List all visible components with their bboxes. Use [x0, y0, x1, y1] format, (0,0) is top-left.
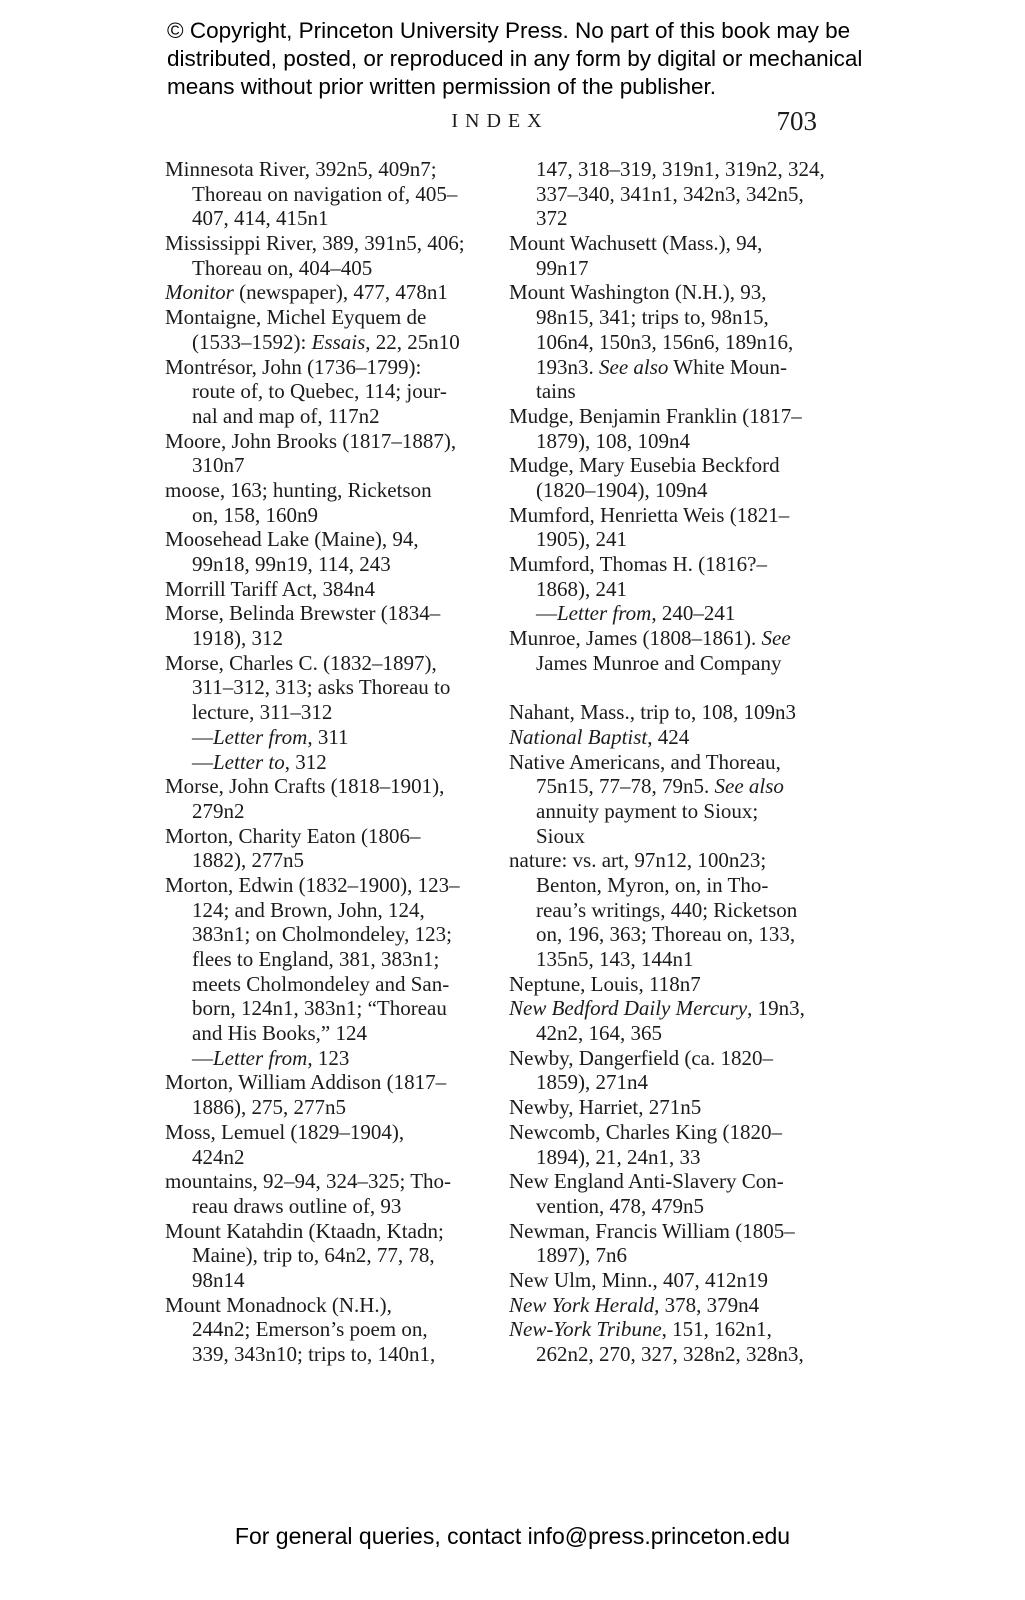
index-title: INDEX: [451, 110, 549, 132]
index-line-text: Mount Washington (N.H.), 93,: [509, 280, 767, 305]
index-line: [509, 947, 854, 972]
index-line: [165, 552, 510, 577]
index-line: [165, 1070, 510, 1095]
index-line-text: Neptune, Louis, 118n7: [509, 971, 701, 996]
index-line: [509, 1046, 854, 1071]
index-line: [509, 651, 854, 676]
copyright-notice: [167, 17, 867, 101]
index-line: [165, 527, 510, 552]
index-line-text: 1918), 312: [192, 626, 283, 651]
index-line-text: 1859), 271n4: [536, 1070, 648, 1095]
index-line-text: Mount Monadnock (N.H.),: [165, 1292, 392, 1317]
index-line: [509, 1145, 854, 1170]
index-line-text: mountains, 92–94, 324–325; Tho-: [165, 1169, 452, 1194]
index-line-text: 99n18, 99n19, 114, 243: [192, 552, 391, 576]
index-line: [165, 1194, 510, 1219]
index-line-text: 424n2: [192, 1144, 245, 1169]
index-line-text: 124; and Brown, John, 124,: [192, 897, 425, 922]
index-line: [165, 1243, 510, 1268]
index-line-text: —: [192, 749, 213, 774]
index-line: [509, 848, 854, 873]
index-line: [165, 1293, 510, 1318]
index-line-text: Newby, Dangerfield (ca. 1820–: [509, 1045, 773, 1070]
index-line: [165, 873, 510, 898]
index-line: [509, 453, 854, 478]
index-line-text: 106n4, 150n3, 156n6, 189n16,: [536, 329, 794, 354]
index-line-text: —: [192, 724, 213, 749]
index-line-text: Sioux: [536, 823, 586, 848]
index-line-text: , 123: [307, 1045, 350, 1070]
index-line: [509, 799, 854, 824]
index-line-text: annuity payment to Sioux;: [536, 798, 759, 823]
index-line-text: Minnesota River, 392n5, 409n7;: [165, 157, 437, 181]
index-line-text: Mumford, Henrietta Weis (1821–: [509, 502, 790, 527]
index-line: [165, 429, 510, 454]
index-line-italic-text: Letter from: [213, 1045, 308, 1070]
index-line-text: 1894), 21, 24n1, 33: [536, 1144, 701, 1169]
index-line: [165, 996, 510, 1021]
index-line-text: 75n15, 77–78, 79n5.: [536, 774, 715, 799]
index-line: [509, 922, 854, 947]
index-line: [165, 1219, 510, 1244]
index-line-text: on, 196, 363; Thoreau on, 133,: [536, 922, 796, 947]
index-line: [165, 182, 510, 207]
index-line-text: Thoreau on, 404–405: [192, 255, 373, 280]
copyright-line: distributed, posted, or reproduced in any form by digital or mechanical: [167, 46, 863, 71]
index-line-text: 1868), 241: [536, 576, 627, 601]
index-line: [165, 256, 510, 281]
index-line-italic-text: Letter to: [213, 749, 285, 774]
index-line-text: Morse, Belinda Brewster (1834–: [165, 601, 441, 626]
index-line-text: moose, 163; hunting, Ricketson: [165, 477, 432, 502]
index-line: [165, 799, 510, 824]
index-line-text: Mississippi River, 389, 391n5, 406;: [165, 231, 465, 256]
index-line-text: born, 124n1, 383n1; “Thoreau: [192, 996, 447, 1021]
index-line-text: Moosehead Lake (Maine), 94,: [165, 527, 419, 552]
index-line: [509, 1317, 854, 1342]
index-line-text: Morton, William Addison (1817–: [165, 1070, 447, 1095]
index-line-text: 1886), 275, 277n5: [192, 1095, 346, 1120]
index-line: [165, 1169, 510, 1194]
index-line-text: 1897), 7n6: [536, 1243, 627, 1268]
index-line: [165, 700, 510, 725]
index-line-text: , 312: [284, 749, 327, 774]
index-line-text: reau’s writings, 440; Ricketson: [536, 897, 798, 922]
index-line-text: (1820–1904), 109n4: [536, 477, 708, 502]
index-line-text: Thoreau on navigation of, 405–: [192, 181, 458, 206]
index-line: [165, 379, 510, 404]
index-line: [509, 873, 854, 898]
index-line-italic-text: See: [761, 626, 791, 651]
index-line-text: route of, to Quebec, 114; jour-: [192, 379, 447, 404]
index-column-left: [165, 157, 510, 1367]
index-line-text: on, 158, 160n9: [192, 502, 318, 527]
index-line-text: 147, 318–319, 319n1, 319n2, 324,: [536, 157, 825, 181]
index-line-text: lecture, 311–312: [192, 700, 333, 725]
index-line-text: (newspaper), 477, 478n1: [233, 280, 448, 305]
copyright-line: means without prior written permission of the publisher.: [167, 74, 717, 99]
index-line: [509, 1021, 854, 1046]
index-line-text: Munroe, James (1808–1861).: [509, 626, 762, 651]
index-line-text: 383n1; on Cholmondeley, 123;: [192, 922, 452, 947]
index-line-text: 135n5, 143, 144n1: [536, 947, 694, 971]
index-line: [165, 972, 510, 997]
index-line: [509, 1243, 854, 1268]
index-line-text: —: [536, 601, 557, 626]
index-line-text: Mount Wachusett (Mass.), 94,: [509, 231, 763, 256]
index-line: [165, 280, 510, 305]
index-line-text: White Moun-: [668, 354, 788, 379]
index-line-blank: [509, 675, 854, 700]
index-line-text: Mudge, Mary Eusebia Beckford: [509, 453, 780, 478]
index-line: [509, 1219, 854, 1244]
index-line: [165, 1046, 510, 1071]
index-line: [509, 1293, 854, 1318]
index-line-text: New England Anti-Slavery Con-: [509, 1169, 784, 1194]
index-line-text: , 311: [307, 724, 349, 749]
index-line-text: 337–340, 341n1, 342n3, 342n5,: [536, 181, 804, 206]
index-line-text: 98n14: [192, 1267, 245, 1292]
index-line: [509, 231, 854, 256]
index-line-text: Newby, Harriet, 271n5: [509, 1095, 702, 1120]
index-line-italic-text: Letter from: [557, 601, 652, 626]
footer-contact: For general queries, contact info@press.princeton.edu: [234, 1523, 791, 1549]
index-line-text: vention, 478, 479n5: [536, 1193, 704, 1218]
index-line: [509, 256, 854, 281]
index-line-italic-text: New-York Tribune: [509, 1317, 662, 1342]
index-line-text: Mount Katahdin (Ktaadn, Ktadn;: [165, 1218, 444, 1243]
index-line: [509, 478, 854, 503]
index-line: [509, 725, 854, 750]
index-line: [509, 972, 854, 997]
index-line: [509, 1120, 854, 1145]
index-line-text: Maine), trip to, 64n2, 77, 78,: [192, 1243, 435, 1268]
index-line: [165, 947, 510, 972]
index-line-text: , 151, 162n1,: [661, 1317, 772, 1342]
page-number: 703: [776, 106, 817, 136]
index-line: [165, 355, 510, 380]
index-line: [509, 503, 854, 528]
index-line-text: nature: vs. art, 97n12, 100n23;: [509, 848, 767, 873]
index-line: [165, 1268, 510, 1293]
index-line: [509, 577, 854, 602]
index-line: [509, 280, 854, 305]
index-line-text: , 240–241: [651, 601, 736, 626]
index-line: [509, 1070, 854, 1095]
index-column-right: [509, 157, 854, 1367]
index-line-italic-text: Essais: [311, 329, 366, 354]
index-line-italic-text: National Baptist: [509, 724, 648, 749]
index-line-text: Native Americans, and Thoreau,: [509, 749, 781, 774]
index-line-text: 310n7: [192, 453, 245, 478]
index-line-italic-text: Letter from: [213, 724, 308, 749]
index-line: [165, 898, 510, 923]
index-line-text: 1882), 277n5: [192, 848, 304, 873]
index-line: [165, 1120, 510, 1145]
index-line-italic-text: See also: [714, 774, 784, 799]
index-line: [509, 429, 854, 454]
index-line-italic-text: Monitor: [165, 280, 234, 305]
index-line: [165, 157, 510, 182]
index-line-text: Moore, John Brooks (1817–1887),: [165, 428, 457, 453]
index-line: [165, 453, 510, 478]
index-line: [509, 601, 854, 626]
index-line-text: Mumford, Thomas H. (1816?–: [509, 552, 767, 576]
index-line: [509, 774, 854, 799]
index-line-text: —: [192, 1045, 213, 1070]
index-line: [509, 330, 854, 355]
index-line: [509, 898, 854, 923]
index-line-text: 311–312, 313; asks Thoreau to: [192, 675, 451, 700]
index-line: [165, 1021, 510, 1046]
index-line-text: Newman, Francis William (1805–: [509, 1218, 795, 1243]
index-line-text: 372: [536, 206, 568, 231]
index-line-text: Morton, Charity Eaton (1806–: [165, 823, 421, 848]
index-line-text: 1879), 108, 109n4: [536, 428, 690, 453]
index-line-text: 279n2: [192, 798, 245, 823]
index-line: [165, 404, 510, 429]
index-line-text: flees to England, 381, 383n1;: [192, 947, 440, 971]
index-line: [509, 1095, 854, 1120]
index-line-text: nal and map of, 117n2: [192, 403, 380, 428]
index-line: [509, 824, 854, 849]
index-line: [509, 305, 854, 330]
index-line: [165, 922, 510, 947]
index-line-text: 99n17: [536, 255, 589, 280]
index-line: [509, 527, 854, 552]
index-line-text: 244n2; Emerson’s poem on,: [192, 1317, 428, 1342]
index-line: [509, 1194, 854, 1219]
index-line: [165, 478, 510, 503]
index-line: [509, 750, 854, 775]
index-line-text: 407, 414, 415n1: [192, 206, 329, 231]
index-line-text: reau draws outline of, 93: [192, 1193, 402, 1218]
index-line-text: Morse, Charles C. (1832–1897),: [165, 650, 437, 675]
index-line: [509, 157, 854, 182]
index-line: [509, 355, 854, 380]
index-line: [509, 182, 854, 207]
index-line: [509, 379, 854, 404]
index-line: [165, 626, 510, 651]
index-line-text: Morse, John Crafts (1818–1901),: [165, 774, 445, 799]
index-line: [165, 231, 510, 256]
index-line-text: , 378, 379n4: [654, 1292, 760, 1317]
index-line: [509, 206, 854, 231]
index-line-italic-text: See also: [599, 354, 669, 379]
index-line-italic-text: New York Herald: [509, 1292, 655, 1317]
index-line: [509, 996, 854, 1021]
index-line-text: Nahant, Mass., trip to, 108, 109n3: [509, 700, 796, 725]
index-line-text: 98n15, 341; trips to, 98n15,: [536, 305, 769, 330]
index-line-text: 193n3.: [536, 354, 599, 379]
index-line: [509, 552, 854, 577]
index-line-text: Morrill Tariff Act, 384n4: [165, 576, 376, 601]
index-line: [509, 404, 854, 429]
index-line: [165, 1342, 510, 1367]
index-line-text: New Ulm, Minn., 407, 412n19: [509, 1267, 768, 1292]
index-line-text: Montrésor, John (1736–1799):: [165, 354, 422, 379]
running-head: [165, 106, 835, 140]
index-line: [165, 824, 510, 849]
index-line-text: 42n2, 164, 365: [536, 1021, 662, 1046]
index-line: [509, 700, 854, 725]
index-line-text: and His Books,” 124: [192, 1021, 367, 1046]
index-line: [165, 725, 510, 750]
index-line-text: Montaigne, Michel Eyquem de: [165, 305, 427, 330]
index-line: [165, 305, 510, 330]
index-line-text: meets Cholmondeley and San-: [192, 971, 450, 996]
index-line: [165, 330, 510, 355]
index-line-italic-text: New Bedford Daily Mercury: [509, 996, 748, 1021]
index-line-text: Mudge, Benjamin Franklin (1817–: [509, 403, 802, 428]
index-line: [509, 626, 854, 651]
index-line-text: , 22, 25n10: [365, 329, 460, 354]
index-line: [509, 1268, 854, 1293]
index-line-text: , 19n3,: [747, 996, 805, 1021]
index-line: [165, 503, 510, 528]
index-line-text: 1905), 241: [536, 527, 627, 552]
index-line: [165, 774, 510, 799]
index-line-text: 262n2, 270, 327, 328n2, 328n3,: [536, 1342, 804, 1366]
index-line: [165, 206, 510, 231]
index-line-text: Morton, Edwin (1832–1900), 123–: [165, 872, 460, 897]
index-line: [165, 675, 510, 700]
index-line: [165, 1145, 510, 1170]
index-line-text: , 424: [647, 724, 690, 749]
index-line-text: tains: [536, 379, 576, 404]
index-line-text: (1533–1592):: [192, 329, 312, 354]
index-line: [165, 848, 510, 873]
index-line: [165, 577, 510, 602]
index-line: [165, 750, 510, 775]
copyright-line: © Copyright, Princeton University Press. No part of this book may be: [167, 18, 851, 43]
index-line: [165, 601, 510, 626]
index-line: [509, 1342, 854, 1367]
index-line: [165, 1095, 510, 1120]
index-line: [509, 1169, 854, 1194]
index-line: [165, 1317, 510, 1342]
index-line-text: Benton, Myron, on, in Tho-: [536, 872, 769, 897]
index-line-text: James Munroe and Company: [536, 650, 782, 675]
index-line: [165, 651, 510, 676]
index-line-text: 339, 343n10; trips to, 140n1,: [192, 1342, 436, 1366]
index-line-text: Newcomb, Charles King (1820–: [509, 1119, 782, 1144]
index-line-text: Moss, Lemuel (1829–1904),: [165, 1119, 405, 1144]
